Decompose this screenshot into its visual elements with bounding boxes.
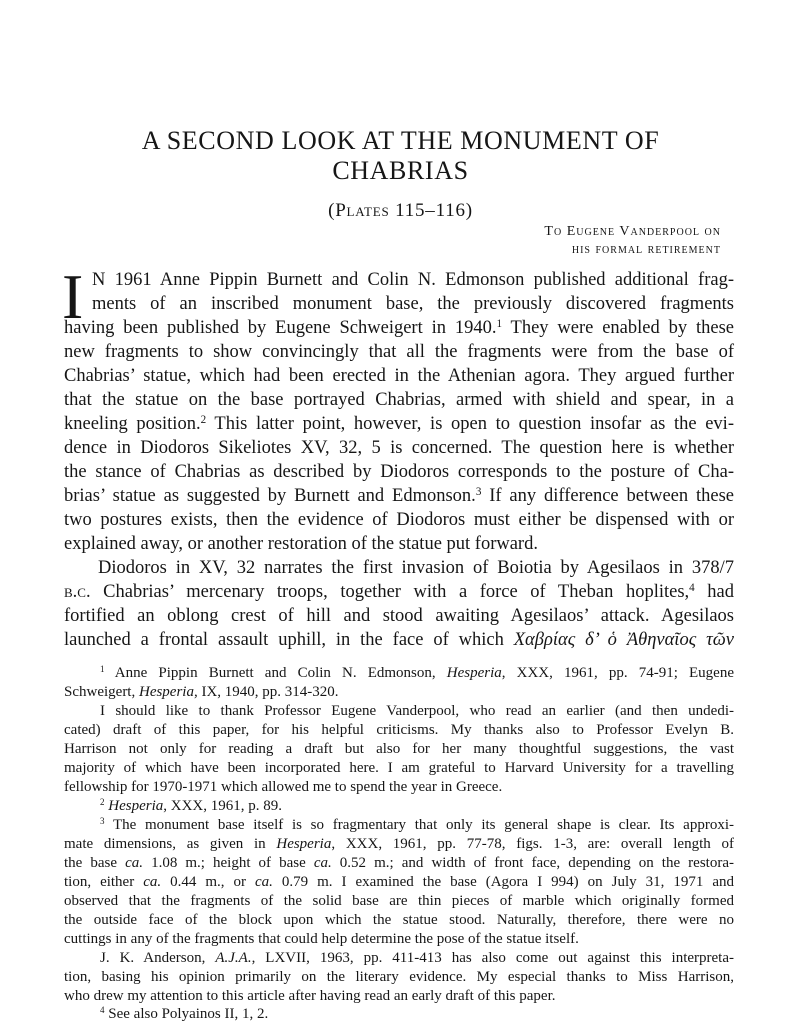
footnote-text: , XXX, 1961, p. 89.: [163, 798, 282, 814]
body-text: brias’ statue as suggested by Burnett and Edmonson.: [64, 486, 476, 506]
journal-name: Hesperia: [138, 684, 194, 700]
article-title-line-2: CHABRIAS: [332, 156, 469, 185]
body-text: had: [694, 582, 734, 602]
footnote-text: 0.52 m.; and width of front face, depending on the restora-: [331, 855, 734, 871]
footnote-1-line: Harrison not only for reading a draft but also for her many thoughtful suggestions, the vast: [64, 741, 734, 757]
circa-abbrev: ca.: [254, 874, 273, 890]
footnote-3-line: [64, 854, 734, 872]
footnote-1-line: I should like to thank Professor Eugene Vanderpool, who read an earlier (and then undedi-: [100, 703, 734, 719]
footnote-text: 1.08 m.; height of base: [143, 855, 314, 871]
footnote-3-line: cuttings in any of the fragments that could help determine the pose of the statue itself.: [64, 931, 579, 947]
footnote-3-line: tion, basing his opinion primarily on the literary evidence. My especial thanks to Miss Harrison,: [64, 969, 734, 985]
footnote-text: mate dimensions, as given in: [64, 836, 277, 852]
circa-abbrev: ca.: [313, 855, 332, 871]
body-line: explained away, or another restoration of the statue put forward.: [64, 534, 538, 554]
body-line: new fragments to show convincingly that all the fragments were from the base of: [64, 342, 734, 362]
body-line: dence in Diodoros Sikeliotes XV, 32, 5 is concerned. The question here is whether: [64, 438, 734, 458]
footnote-1-line: [64, 683, 734, 701]
body-text: This latter point, however, is open to question insofar as the evi-: [206, 414, 734, 434]
body-text: launched a frontal assault uphill, in the face of which: [64, 630, 514, 650]
footnote-ref: 2: [200, 413, 207, 426]
body-line: [64, 628, 734, 652]
footnote-text: J. K. Anderson,: [100, 950, 216, 966]
footnote-4-line: [100, 1005, 734, 1023]
footnote-1-line: [100, 664, 734, 682]
drop-cap: I: [62, 261, 84, 332]
body-line: that the statue on the base portrayed Chabrias, armed with shield and spear, in a: [64, 390, 734, 410]
footnote-3-line: [64, 873, 734, 891]
footnote-text: , LXVII, 1963, pp. 411-413 has also come out against this interpreta-: [251, 950, 734, 966]
footnote-3-line: observed that the fragments of the solid base are thin pieces of marble which originally formed: [64, 893, 734, 909]
body-text: kneeling position.: [64, 414, 201, 434]
journal-name: A.J.A.: [215, 950, 252, 966]
era-abbrev: b.c.: [64, 582, 91, 602]
footnote-3-line: who drew my attention to this article after having read an early draft of this paper.: [64, 988, 556, 1004]
dedication-line-1: To Eugene Vanderpool on: [544, 224, 721, 239]
footnote-1-line: cated) draft of this paper, for his helpful criticisms. My thanks also to Professor Evelyn B.: [64, 722, 734, 738]
body-line: Chabrias’ statue, which had been erected in the Athenian agora. They argued further: [64, 366, 734, 386]
footnote-text: 0.79 m. I examined the base (Agora I 994) on July 31, 1971 and: [272, 874, 734, 890]
footnote-mark: 3: [100, 816, 105, 827]
body-text: If any difference between these: [481, 486, 734, 506]
plates-reference: (Plates 115–116): [328, 200, 473, 221]
body-text: They were enabled by these: [502, 318, 734, 338]
footnote-text: 0.44 m., or: [161, 874, 255, 890]
footnote-2-line: [100, 797, 734, 815]
greek-text: Χαβρίας δ’ ὁ Ἀθηναῖος τῶν: [513, 630, 734, 650]
circa-abbrev: ca.: [143, 874, 162, 890]
footnote-3-line: [100, 949, 734, 967]
footnote-mark: 1: [100, 664, 105, 675]
footnote-text: , XXX, 1961, pp. 74-91; Eugene: [501, 665, 734, 681]
footnote-text: Schweigert,: [64, 684, 139, 700]
footnote-3-line: [100, 816, 734, 834]
footnote-text: , XXX, 1961, pp. 77-78, figs. 1-3, are: overall length of: [331, 836, 734, 852]
footnote-text: Anne Pippin Burnett and Colin N. Edmonson,: [104, 665, 447, 681]
body-line: fortified an oblong crest of hill and stood awaiting Agesilaos’ attack. Agesilaos: [64, 606, 734, 626]
body-text: having been published by Eugene Schweigert in 1940.: [64, 318, 497, 338]
body-line: [64, 580, 734, 604]
dedication-line-2: his formal retirement: [571, 242, 721, 257]
body-line: ments of an inscribed monument base, the previously discovered fragments: [92, 294, 734, 314]
footnote-text: the base: [64, 855, 126, 871]
footnote-3-line: the outside face of the block upon which the statue stood. Naturally, therefore, there were no: [64, 912, 734, 928]
body-line: [64, 412, 734, 436]
footnote-1-line: fellowship for 1970-1971 which allowed me to spend the year in Greece.: [64, 779, 503, 795]
body-text: Chabrias’ mercenary troops, together with a force of Theban hoplites,: [90, 582, 690, 602]
body-line: two postures exists, then the evidence of Diodoros must either be dispensed with or: [64, 510, 734, 530]
footnote-ref: 1: [496, 317, 503, 330]
footnote-1-line: majority of which have been incorporated here. I am grateful to Harvard University for a travelling: [64, 760, 734, 776]
footnote-text: , IX, 1940, pp. 314-320.: [193, 684, 339, 700]
journal-name: Hesperia: [446, 665, 502, 681]
footnote-mark: 2: [100, 797, 105, 808]
circa-abbrev: ca.: [125, 855, 144, 871]
body-line: [64, 316, 734, 340]
footnote-mark: 4: [100, 1005, 105, 1016]
footnote-text: See also Polyainos II, 1, 2.: [104, 1006, 269, 1022]
journal-name: Hesperia: [108, 798, 164, 814]
footnote-ref: 4: [689, 581, 695, 594]
footnote-text: The monument base itself is so fragmentary that only its general shape is clear. Its approxi-: [104, 817, 734, 833]
body-line: [64, 484, 734, 508]
footnote-ref: 3: [475, 485, 482, 498]
journal-name: Hesperia: [276, 836, 332, 852]
body-line: the stance of Chabrias as described by Diodoros corresponds to the posture of Cha-: [64, 462, 734, 482]
footnote-text: tion, either: [64, 874, 144, 890]
article-title-line-1: A SECOND LOOK AT THE MONUMENT OF: [141, 126, 660, 155]
body-line: Diodoros in XV, 32 narrates the first invasion of Boiotia by Agesilaos in 378/7: [98, 558, 734, 578]
body-line: N 1961 Anne Pippin Burnett and Colin N. Edmonson published additional frag-: [92, 270, 734, 290]
footnote-3-line: [64, 835, 734, 853]
